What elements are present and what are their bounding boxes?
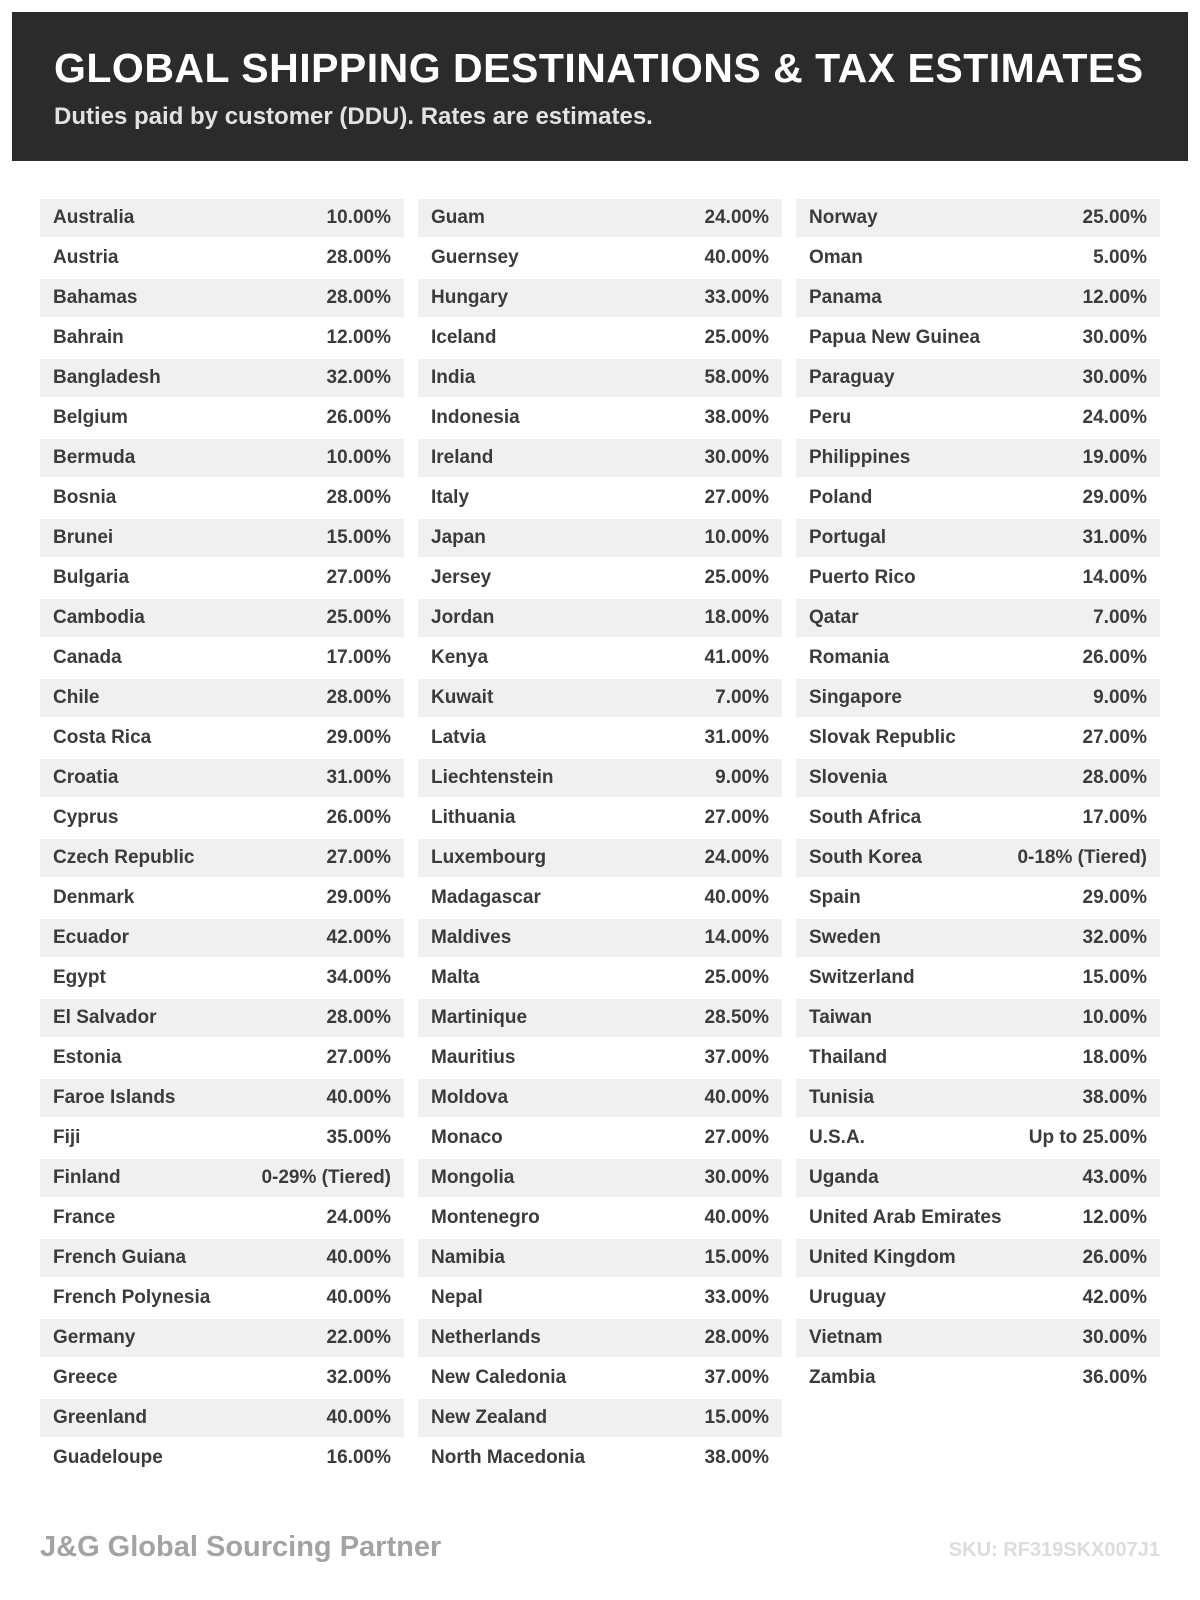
tax-rate: 14.00%: [704, 927, 769, 949]
table-row: [796, 959, 1160, 997]
country-name: Maldives: [431, 927, 512, 949]
tax-rate: 42.00%: [1082, 1287, 1147, 1309]
tax-rate: 26.00%: [326, 407, 391, 429]
tax-rate: 24.00%: [1082, 407, 1147, 429]
tax-rate: 12.00%: [1082, 1207, 1147, 1229]
table-row: [40, 439, 404, 477]
country-name: Cambodia: [53, 607, 145, 629]
tax-rate: 29.00%: [1082, 487, 1147, 509]
tax-rate: 9.00%: [1093, 687, 1147, 709]
country-name: North Macedonia: [431, 1447, 586, 1469]
country-name: Romania: [809, 647, 890, 669]
tax-rate: 12.00%: [1082, 287, 1147, 309]
table-row: [40, 359, 404, 397]
tax-rate: 24.00%: [704, 847, 769, 869]
table-row: [40, 1119, 404, 1157]
table-row: [418, 439, 782, 477]
country-name: Bosnia: [53, 487, 117, 509]
table-row: [40, 1239, 404, 1277]
country-name: Norway: [809, 207, 878, 229]
country-name: Finland: [53, 1167, 121, 1189]
table-row: [796, 1039, 1160, 1077]
table-row: [40, 919, 404, 957]
country-name: Peru: [809, 407, 852, 429]
tax-rate: 40.00%: [704, 247, 769, 269]
tax-rate: 15.00%: [1082, 967, 1147, 989]
header-banner: [12, 12, 1188, 161]
tax-rate: 7.00%: [1093, 607, 1147, 629]
tax-rate: 31.00%: [1082, 527, 1147, 549]
country-name: India: [431, 367, 476, 389]
country-name: Kenya: [431, 647, 489, 669]
country-name: Sweden: [809, 927, 881, 949]
country-name: Guam: [431, 207, 485, 229]
country-name: Spain: [809, 887, 861, 909]
table-row: [796, 559, 1160, 597]
tax-rate: 40.00%: [326, 1087, 391, 1109]
country-name: Croatia: [53, 767, 119, 789]
tax-rate: 27.00%: [326, 1047, 391, 1069]
country-name: Philippines: [809, 447, 911, 469]
country-name: Guadeloupe: [53, 1447, 163, 1469]
tax-rate: 25.00%: [326, 607, 391, 629]
table-row: [796, 719, 1160, 757]
tax-rate: 30.00%: [704, 447, 769, 469]
tax-rate: 24.00%: [326, 1207, 391, 1229]
country-name: Jersey: [431, 567, 492, 589]
tax-rate: 27.00%: [704, 1127, 769, 1149]
sku-label: SKU: RF319SKX007J1: [948, 1539, 1160, 1561]
table-row: [796, 599, 1160, 637]
tax-rate: 10.00%: [326, 207, 391, 229]
table-row: [40, 1279, 404, 1317]
tax-rate: 32.00%: [326, 1367, 391, 1389]
tax-rate: 10.00%: [704, 527, 769, 549]
country-name: Austria: [53, 247, 119, 269]
table-row: [418, 719, 782, 757]
tax-rate: 36.00%: [1082, 1367, 1147, 1389]
table-row: [40, 239, 404, 277]
table-row: [40, 1199, 404, 1237]
tax-rate: 30.00%: [1082, 327, 1147, 349]
tax-rate: 43.00%: [1082, 1167, 1147, 1189]
table-row: [796, 479, 1160, 517]
table-row: [418, 1279, 782, 1317]
country-name: Bahamas: [53, 287, 138, 309]
table-row: [40, 839, 404, 877]
country-name: United Arab Emirates: [809, 1207, 1002, 1229]
table-row: [796, 1239, 1160, 1277]
country-name: Bermuda: [53, 447, 136, 469]
table-row: [40, 1399, 404, 1437]
tax-rate: 25.00%: [1082, 207, 1147, 229]
country-name: Taiwan: [809, 1007, 872, 1029]
table-row: [40, 519, 404, 557]
country-name: Bulgaria: [53, 567, 130, 589]
brand-name: J&G Global Sourcing Partner: [40, 1531, 442, 1563]
tax-rate: 15.00%: [704, 1407, 769, 1429]
table-row: [418, 399, 782, 437]
table-row: [796, 1199, 1160, 1237]
tax-rate: 27.00%: [704, 807, 769, 829]
country-name: Thailand: [809, 1047, 888, 1069]
table-row: [418, 759, 782, 797]
country-name: New Caledonia: [431, 1367, 567, 1389]
country-name: New Zealand: [431, 1407, 548, 1429]
table-row: [796, 1119, 1160, 1157]
tax-rate: 28.50%: [704, 1007, 769, 1029]
tax-rate: 14.00%: [1082, 567, 1147, 589]
tax-rate: 31.00%: [326, 767, 391, 789]
table-row: [418, 359, 782, 397]
country-name: Slovak Republic: [809, 727, 956, 749]
table-row: [40, 1359, 404, 1397]
country-name: South Korea: [809, 847, 922, 869]
tax-rate: 40.00%: [326, 1247, 391, 1269]
country-name: Belgium: [53, 407, 128, 429]
country-name: Hungary: [431, 287, 509, 309]
country-name: Kuwait: [431, 687, 494, 709]
table-row: [418, 879, 782, 917]
table-row: [40, 959, 404, 997]
tax-rate: 38.00%: [704, 1447, 769, 1469]
table-row: [40, 1319, 404, 1357]
country-name: Lithuania: [431, 807, 516, 829]
table-row: [796, 639, 1160, 677]
country-name: Nepal: [431, 1287, 483, 1309]
table-row: [796, 319, 1160, 357]
country-name: Puerto Rico: [809, 567, 916, 589]
table-row: [40, 559, 404, 597]
table-row: [796, 1279, 1160, 1317]
tax-rate: 26.00%: [1082, 1247, 1147, 1269]
table-row: [796, 759, 1160, 797]
country-name: French Polynesia: [53, 1287, 211, 1309]
tax-rate: 27.00%: [326, 567, 391, 589]
tax-rate: 29.00%: [326, 887, 391, 909]
tax-rate: 9.00%: [715, 767, 769, 789]
tax-rate: 32.00%: [1082, 927, 1147, 949]
country-name: Qatar: [809, 607, 859, 629]
country-name: Japan: [431, 527, 486, 549]
country-name: Paraguay: [809, 367, 895, 389]
country-name: Tunisia: [809, 1087, 875, 1109]
country-name: Indonesia: [431, 407, 520, 429]
country-name: Malta: [431, 967, 480, 989]
table-row: [796, 519, 1160, 557]
tax-rate: 32.00%: [326, 367, 391, 389]
table-row: [418, 1039, 782, 1077]
country-name: Switzerland: [809, 967, 915, 989]
country-name: Netherlands: [431, 1327, 541, 1349]
tax-rate: 29.00%: [1082, 887, 1147, 909]
country-name: Poland: [809, 487, 873, 509]
table-row: [40, 759, 404, 797]
country-name: Uganda: [809, 1167, 879, 1189]
tax-rate: 12.00%: [326, 327, 391, 349]
country-name: Martinique: [431, 1007, 528, 1029]
tax-rate: 40.00%: [704, 1087, 769, 1109]
table-row: [796, 239, 1160, 277]
country-name: Ireland: [431, 447, 494, 469]
country-name: Faroe Islands: [53, 1087, 176, 1109]
tax-rate: 7.00%: [715, 687, 769, 709]
tax-rate: 30.00%: [1082, 367, 1147, 389]
table-row: [418, 1199, 782, 1237]
country-name: Madagascar: [431, 887, 541, 909]
table-row: [796, 679, 1160, 717]
table-row: [40, 799, 404, 837]
country-name: Liechtenstein: [431, 767, 554, 789]
table-row: [418, 199, 782, 237]
tax-rate: 34.00%: [326, 967, 391, 989]
tax-rate: 10.00%: [326, 447, 391, 469]
tax-rate: 15.00%: [704, 1247, 769, 1269]
country-name: U.S.A.: [809, 1127, 865, 1149]
country-name: Luxembourg: [431, 847, 547, 869]
tax-rate: 26.00%: [326, 807, 391, 829]
tax-rate: 27.00%: [326, 847, 391, 869]
tax-rate: 18.00%: [704, 607, 769, 629]
tax-rate: 18.00%: [1082, 1047, 1147, 1069]
tax-rate: 16.00%: [326, 1447, 391, 1469]
tax-rate: 19.00%: [1082, 447, 1147, 469]
table-row: [418, 1359, 782, 1397]
tax-rate: 35.00%: [326, 1127, 391, 1149]
tax-rate: 40.00%: [326, 1407, 391, 1429]
table-row: [796, 839, 1160, 877]
table-row: [418, 319, 782, 357]
tax-rate: 22.00%: [326, 1327, 391, 1349]
table-row: [418, 279, 782, 317]
tax-rate: 28.00%: [326, 1007, 391, 1029]
table-row: [40, 879, 404, 917]
table-row: [40, 679, 404, 717]
country-name: Italy: [431, 487, 470, 509]
table-row: [796, 999, 1160, 1037]
country-name: Iceland: [431, 327, 497, 349]
country-name: Greece: [53, 1367, 118, 1389]
tax-rate: 28.00%: [704, 1327, 769, 1349]
country-name: Germany: [53, 1327, 136, 1349]
table-row: [796, 439, 1160, 477]
country-name: Jordan: [431, 607, 495, 629]
country-name: Moldova: [431, 1087, 509, 1109]
country-name: South Africa: [809, 807, 922, 829]
country-name: Panama: [809, 287, 882, 309]
page-title: GLOBAL SHIPPING DESTINATIONS & TAX ESTIMATES: [54, 45, 1144, 91]
tax-rate: 41.00%: [704, 647, 769, 669]
country-name: Singapore: [809, 687, 902, 709]
table-row: [796, 1359, 1160, 1397]
table-row: [418, 679, 782, 717]
table-row: [418, 1439, 782, 1477]
table-row: [40, 719, 404, 757]
tax-rate: 25.00%: [704, 967, 769, 989]
tax-rate: 40.00%: [326, 1287, 391, 1309]
table-row: [40, 479, 404, 517]
tax-rate: 42.00%: [326, 927, 391, 949]
footer: [0, 1531, 1200, 1564]
table-row: [418, 479, 782, 517]
table-row: [796, 799, 1160, 837]
tax-rate: 10.00%: [1082, 1007, 1147, 1029]
country-name: Uruguay: [809, 1287, 887, 1309]
table-row: [40, 599, 404, 637]
tax-rate: 15.00%: [326, 527, 391, 549]
tax-rate: 28.00%: [326, 287, 391, 309]
tax-rate: 17.00%: [326, 647, 391, 669]
table-row: [418, 519, 782, 557]
table-row: [796, 1319, 1160, 1357]
table-row: [418, 999, 782, 1037]
table-row: [418, 919, 782, 957]
tax-rate: 30.00%: [1082, 1327, 1147, 1349]
tax-rate: 28.00%: [326, 247, 391, 269]
tax-rate: 28.00%: [326, 687, 391, 709]
table-column-3: [796, 199, 1160, 1399]
country-name: Canada: [53, 647, 122, 669]
country-name: Guernsey: [431, 247, 519, 269]
table-row: [40, 1439, 404, 1477]
country-name: Denmark: [53, 887, 135, 909]
country-name: Mauritius: [431, 1047, 516, 1069]
country-name: El Salvador: [53, 1007, 157, 1029]
tax-rate: 37.00%: [704, 1047, 769, 1069]
table-row: [418, 1239, 782, 1277]
table-column-1: [40, 199, 404, 1479]
table-row: [40, 319, 404, 357]
table-row: [418, 1159, 782, 1197]
country-name: Australia: [53, 207, 135, 229]
table-row: [796, 399, 1160, 437]
table-row: [418, 959, 782, 997]
country-name: Oman: [809, 247, 863, 269]
table-row: [40, 1159, 404, 1197]
tax-rate: 37.00%: [704, 1367, 769, 1389]
country-name: Montenegro: [431, 1207, 540, 1229]
tax-rate: 33.00%: [704, 287, 769, 309]
table-row: [40, 399, 404, 437]
table-row: [796, 1079, 1160, 1117]
country-name: Ecuador: [53, 927, 130, 949]
table-row: [40, 279, 404, 317]
country-name: Vietnam: [809, 1327, 883, 1349]
tax-rate: 40.00%: [704, 887, 769, 909]
country-name: Slovenia: [809, 767, 888, 789]
tax-rate: 38.00%: [1082, 1087, 1147, 1109]
tax-rate: 27.00%: [1082, 727, 1147, 749]
table-row: [796, 199, 1160, 237]
country-name: Czech Republic: [53, 847, 195, 869]
table-row: [796, 919, 1160, 957]
table-row: [40, 199, 404, 237]
tax-rate: 40.00%: [704, 1207, 769, 1229]
tax-rate: 27.00%: [704, 487, 769, 509]
table-row: [796, 359, 1160, 397]
tax-rate: 29.00%: [326, 727, 391, 749]
country-name: Estonia: [53, 1047, 122, 1069]
country-name: Egypt: [53, 967, 106, 989]
tax-table: [0, 199, 1200, 1479]
country-name: Cyprus: [53, 807, 119, 829]
tax-rate: 25.00%: [704, 567, 769, 589]
table-row: [418, 1319, 782, 1357]
table-row: [418, 639, 782, 677]
table-row: [40, 639, 404, 677]
tax-rate: 5.00%: [1093, 247, 1147, 269]
table-column-2: [418, 199, 782, 1479]
tax-rate: 33.00%: [704, 1287, 769, 1309]
page-subtitle: Duties paid by customer (DDU). Rates are estimates.: [54, 103, 653, 131]
table-row: [418, 559, 782, 597]
country-name: Latvia: [431, 727, 486, 749]
table-row: [796, 879, 1160, 917]
table-row: [796, 279, 1160, 317]
tax-rate: 26.00%: [1082, 647, 1147, 669]
table-row: [418, 239, 782, 277]
country-name: Fiji: [53, 1127, 81, 1149]
tax-rate: 25.00%: [704, 327, 769, 349]
country-name: Greenland: [53, 1407, 147, 1429]
country-name: Mongolia: [431, 1167, 515, 1189]
country-name: United Kingdom: [809, 1247, 956, 1269]
tax-rate: 31.00%: [704, 727, 769, 749]
table-row: [40, 999, 404, 1037]
country-name: Papua New Guinea: [809, 327, 981, 349]
tax-rate: 0-18% (Tiered): [1017, 847, 1147, 869]
table-row: [418, 799, 782, 837]
tax-rate: 28.00%: [326, 487, 391, 509]
country-name: Namibia: [431, 1247, 505, 1269]
country-name: Chile: [53, 687, 100, 709]
table-row: [40, 1079, 404, 1117]
table-row: [418, 599, 782, 637]
tax-rate: 58.00%: [704, 367, 769, 389]
table-row: [40, 1039, 404, 1077]
country-name: Zambia: [809, 1367, 876, 1389]
country-name: Bangladesh: [53, 367, 161, 389]
tax-rate: 38.00%: [704, 407, 769, 429]
country-name: Bahrain: [53, 327, 124, 349]
tax-rate: 30.00%: [704, 1167, 769, 1189]
country-name: Costa Rica: [53, 727, 152, 749]
tax-rate: 24.00%: [704, 207, 769, 229]
tax-rate: 28.00%: [1082, 767, 1147, 789]
table-row: [418, 839, 782, 877]
tax-rate: 0-29% (Tiered): [261, 1167, 391, 1189]
table-row: [418, 1399, 782, 1437]
table-row: [418, 1079, 782, 1117]
country-name: Brunei: [53, 527, 114, 549]
tax-rate: 17.00%: [1082, 807, 1147, 829]
table-row: [418, 1119, 782, 1157]
country-name: France: [53, 1207, 116, 1229]
country-name: Portugal: [809, 527, 887, 549]
table-row: [796, 1159, 1160, 1197]
country-name: Monaco: [431, 1127, 503, 1149]
country-name: French Guiana: [53, 1247, 187, 1269]
tax-rate: Up to 25.00%: [1028, 1127, 1147, 1149]
